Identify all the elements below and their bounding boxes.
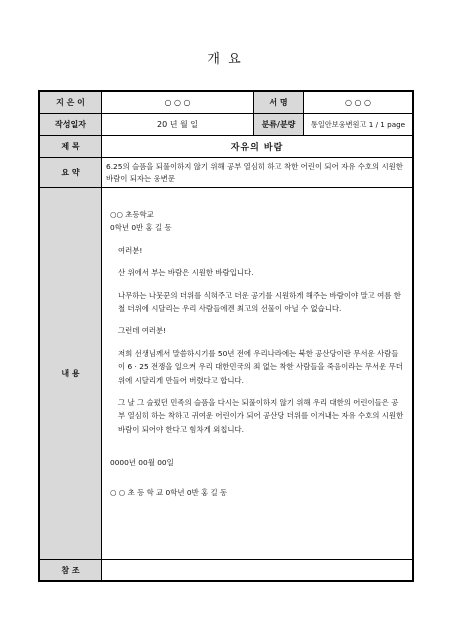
date-row [40,114,412,136]
document-title: 개 요 [207,52,243,67]
signature-line: ○ ○ 초 등 학 교 0학년 0반 홍 길 동 [110,487,228,497]
note-row [40,560,412,580]
date-label: 작성일자 [40,114,102,135]
summary-row [40,158,412,188]
category-value: 통일안보웅변원고 1 / 1 page [310,119,406,129]
greeting-line: 여러분! [118,245,143,255]
writer-value: ○ ○ ○ [344,98,372,107]
subject-row [40,136,412,158]
author-row [40,92,412,114]
date-line: 0000년 00월 00일 [110,458,174,468]
author-value: ○ ○ ○ [102,92,254,113]
author-label: 지 은 이 [40,92,102,113]
paragraph-1: 산 위에서 부는 바람은 시원한 바람입니다. [118,268,254,278]
summary-text: 6.25의 슬픔을 되풀이하지 않기 위해 공부 열심히 하고 착한 어린이 되어 자유 수호의 시원한 바람이 되자는 웅변문 [106,161,403,183]
date-value: 20 년 월 일 [102,114,254,135]
subject-label: 제 목 [40,136,102,157]
paragraph-2: 나무하는 나뭇꾼의 더위를 식혀주고 더운 공기를 시원하게 해주는 바람이야 말고 여름 한철 더위에 시달리는 우리 사람들에겐 최고의 선물이 아닐 수 없습니다. [118,290,401,314]
paragraph-5: 그 날 그 슬펐던 민족의 슬픔을 다시는 되풀이하지 않기 위해 우리 대한의 어린이들은 공부 열심히 하는 착하고 귀여운 어린이가 되어 공산당 더위를 이겨내는 자유 수호의 시원한 바람이 되어야 한다고 힘차게 외칩니다. [118,398,404,434]
paragraph-4: 저희 선생님께서 말씀하시기를 50년 전에 우리나라에는 북한 공산당이란 무서운 사람들이 6 · 25 전쟁을 일으켜 우리 대한민국의 죄 없는 착한 사람들을 죽음이라는 무서운 무더위에 시달리게 만들어 버렸다고 합니다. [118,348,403,385]
note-value [102,560,412,580]
subject-value: 자유의 바람 [230,143,284,153]
content-row [40,188,412,560]
writer-label: 서 명 [254,92,304,113]
overview-table [38,90,414,582]
student-line: 0학년 0반 홍 길 동 [110,223,172,233]
note-label: 참 조 [40,560,102,580]
school-line: ○○ 초등학교 [110,210,154,219]
summary-label: 요 약 [40,158,102,187]
category-label: 분류/분량 [254,114,304,135]
speech-body [102,188,412,559]
paragraph-3: 그런데 여러분! [118,326,167,336]
content-label: 내 용 [40,188,102,559]
